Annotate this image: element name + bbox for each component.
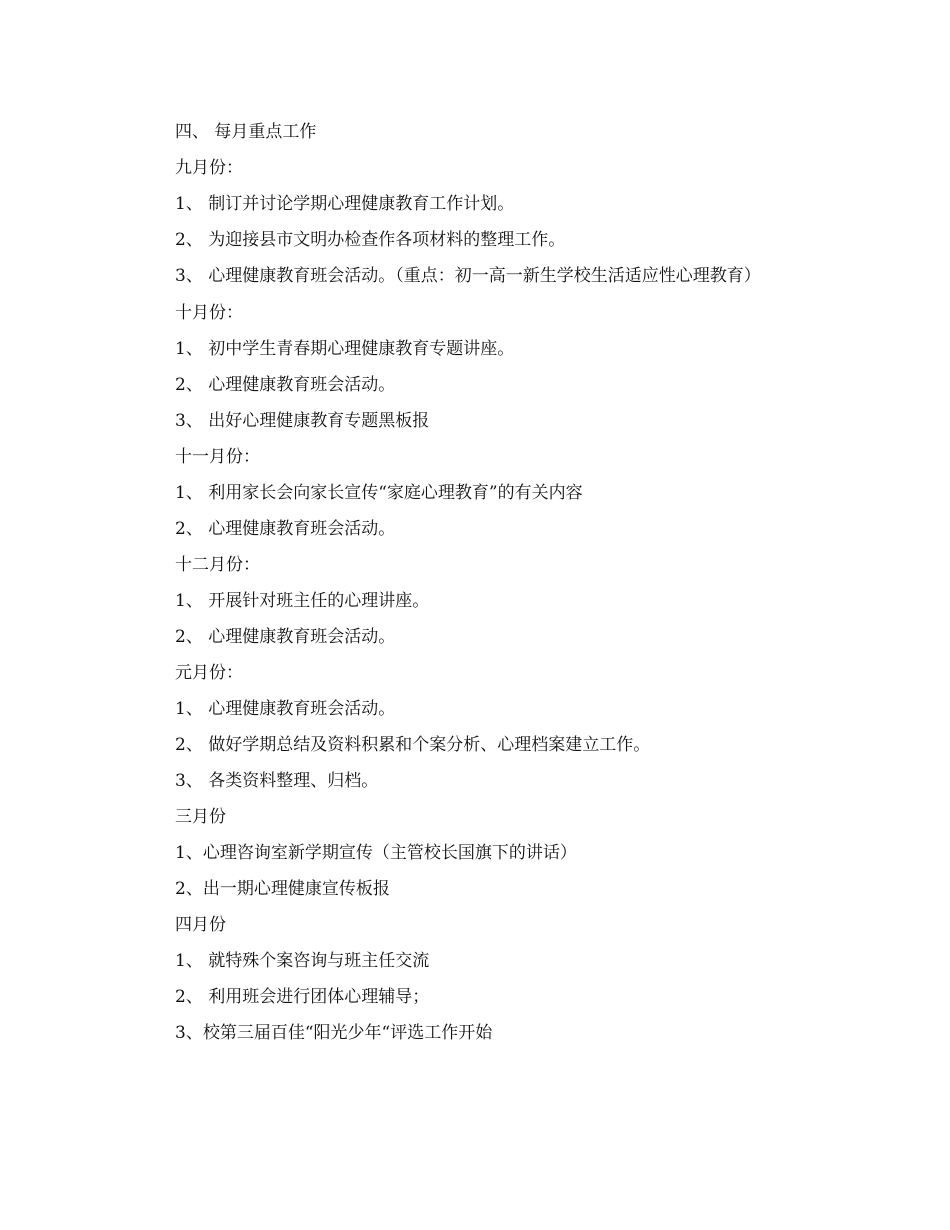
list-item: 3、 各类资料整理、归档。 <box>175 771 379 791</box>
section-heading: 四、 每月重点工作 <box>175 122 317 142</box>
month-heading-january: 元月份： <box>175 663 243 683</box>
month-heading-october: 十月份： <box>175 303 243 323</box>
list-item: 2、 心理健康教育班会活动。 <box>175 627 396 647</box>
list-item: 3、 心理健康教育班会活动。（重点：初一高一新生学校生活适应性心理教育） <box>175 266 761 286</box>
list-item: 1、 制订并讨论学期心理健康教育工作计划。 <box>175 194 515 214</box>
list-item: 2、 心理健康教育班会活动。 <box>175 375 396 395</box>
list-item: 1、 开展针对班主任的心理讲座。 <box>175 591 430 611</box>
document-body <box>140 114 800 1051</box>
list-item: 1、心理咨询室新学期宣传（主管校长国旗下的讲话） <box>175 843 577 863</box>
month-heading-september: 九月份： <box>175 158 243 178</box>
list-item: 2、 做好学期总结及资料积累和个案分析、心理档案建立工作。 <box>175 735 651 755</box>
list-item: 2、 利用班会进行团体心理辅导； <box>175 987 430 1007</box>
month-heading-march: 三月份 <box>175 807 226 827</box>
list-item: 2、 为迎接县市文明办检查作各项材料的整理工作。 <box>175 230 566 250</box>
list-item: 1、 就特殊个案咨询与班主任交流 <box>175 951 430 971</box>
list-item: 3、校第三届百佳“阳光少年“评选工作开始 <box>175 1023 493 1043</box>
list-item: 1、 初中学生青春期心理健康教育专题讲座。 <box>175 339 515 359</box>
month-heading-november: 十一月份： <box>175 447 260 467</box>
list-item: 3、 出好心理健康教育专题黑板报 <box>175 411 430 431</box>
list-item: 2、 心理健康教育班会活动。 <box>175 519 396 539</box>
month-heading-april: 四月份 <box>175 915 226 935</box>
list-item: 1、 心理健康教育班会活动。 <box>175 699 396 719</box>
list-item: 1、 利用家长会向家长宣传“家庭心理教育”的有关内容 <box>175 483 583 503</box>
month-heading-december: 十二月份： <box>175 555 260 575</box>
list-item: 2、出一期心理健康宣传板报 <box>175 879 390 899</box>
